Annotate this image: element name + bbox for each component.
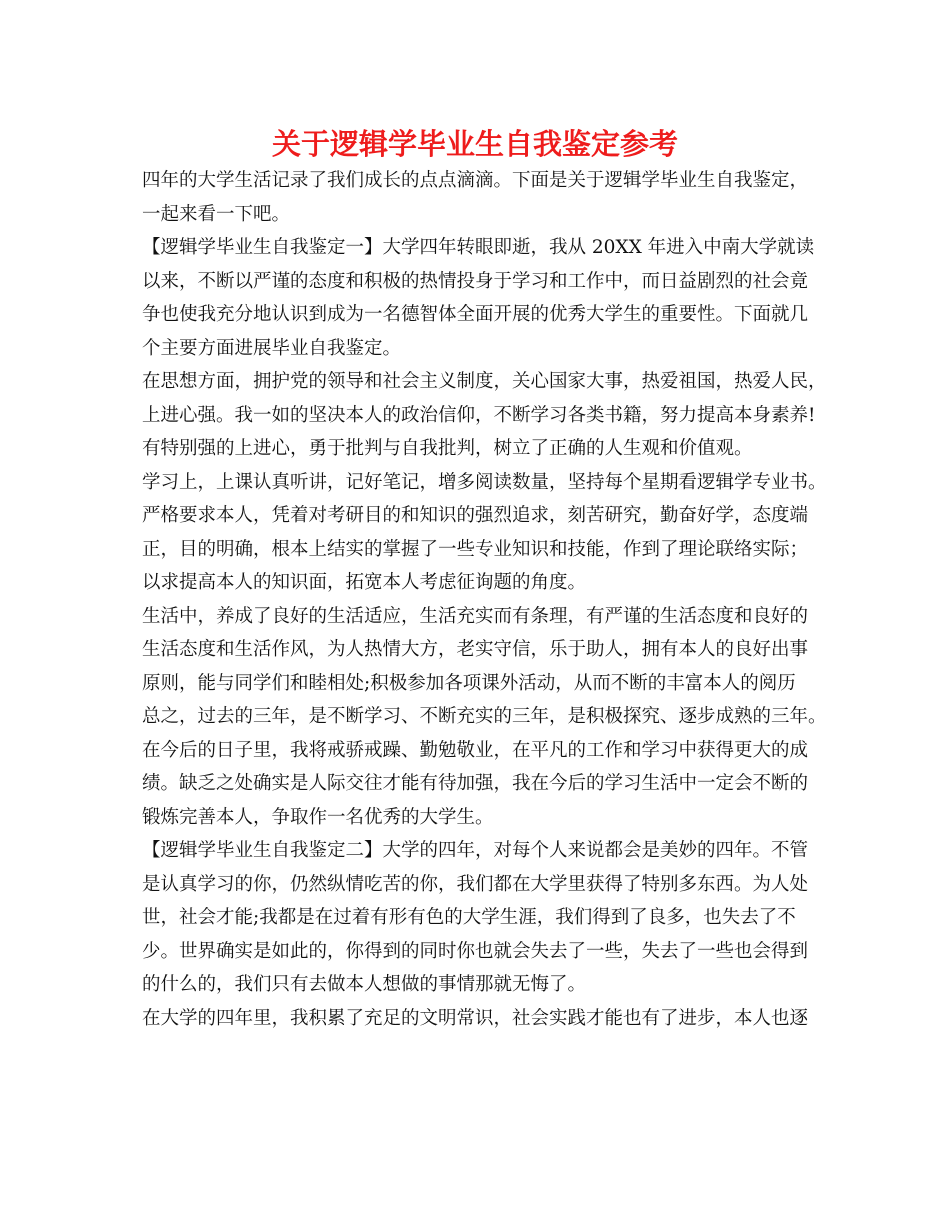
text-line: 以求提高本人的知识面，拓宽本人考虑征询题的角度。 — [142, 572, 587, 593]
text-line: 学习上，上课认真听讲，记好笔记，增多阅读数量，坚持每个星期看逻辑学专业书。 — [142, 471, 827, 493]
text-line: 生活态度和生活作风，为人热情大方，老实守信，乐于助人，拥有本人的良好出事 — [142, 639, 809, 660]
text-line: 绩。缺乏之处确实是人际交往才能有待加强，我在今后的学习生活中一定会不断的 — [142, 773, 809, 794]
text-line: 正，目的明确，根本上结实的掌握了一些专业知识和技能，作到了理论联络实际； — [142, 538, 809, 560]
document-title: 关于逻辑学毕业生自我鉴定参考 — [271, 127, 678, 161]
text-line: 四年的大学生活记录了我们成长的点点滴滴。下面是关于逻辑学毕业生自我鉴定， — [142, 170, 809, 191]
text-line: 生活中，养成了良好的生活适应，生活充实而有条理，有严谨的生活态度和良好的 — [142, 605, 809, 627]
document-body — [142, 164, 827, 1035]
text-line: 的什么的，我们只有去做本人想做的事情那就无悔了。 — [142, 974, 587, 995]
text-line: 个主要方面进展毕业自我鉴定。 — [142, 337, 402, 359]
text-line: 在大学的四年里，我积累了充足的文明常识，社会实践才能也有了进步，本人也逐 — [142, 1007, 809, 1029]
text-line: 少。世界确实是如此的，你得到的同时你也就会失去了一些，失去了一些也会得到 — [142, 940, 809, 962]
text-line: 有特别强的上进心，勇于批判与自我批判，树立了正确的人生观和价值观。 — [142, 438, 753, 459]
text-line: 锻炼完善本人，争取作一名优秀的大学生。 — [142, 806, 494, 828]
text-line: 【逻辑学毕业生自我鉴定一】大学四年转眼即逝，我从 20XX 年进入中南大学就读 — [142, 237, 815, 258]
text-line: 原则，能与同学们和睦相处;积极参加各项课外活动，从而不断的丰富本人的阅历 — [142, 672, 796, 694]
text-line: 在今后的日子里，我将戒骄戒躁、勤勉敬业，在平凡的工作和学习中获得更大的成 — [142, 739, 809, 761]
text-line: 在思想方面，拥护党的领导和社会主义制度，关心国家大事，热爱祖国，热爱人民， — [142, 371, 827, 392]
text-line: 严格要求本人，凭着对考研目的和知识的强烈追求，刻苦研究，勤奋好学，态度端 — [142, 505, 809, 526]
text-line: 世，社会才能;我都是在过着有形有色的大学生涯，我们得到了良多，也失去了不 — [142, 907, 796, 928]
text-line: 是认真学习的你，仍然纵情吃苦的你，我们都在大学里获得了特别多东西。为人处 — [142, 873, 809, 895]
text-line: 【逻辑学毕业生自我鉴定二】大学的四年，对每个人来说都会是美妙的四年。不管 — [142, 840, 809, 861]
text-line: 以来，不断以严谨的态度和积极的热情投身于学习和工作中，而日益剧烈的社会竟 — [142, 270, 809, 292]
text-line: 争也使我充分地认识到成为一名德智体全面开展的优秀大学生的重要性。下面就几 — [142, 304, 809, 325]
text-line: 总之，过去的三年，是不断学习、不断充实的三年，是积极探究、逐步成熟的三年。 — [142, 706, 827, 727]
text-line: 一起来看一下吧。 — [142, 203, 291, 225]
text-line: 上进心强。我一如的坚决本人的政治信仰，不断学习各类书籍，努力提高本身素养! — [142, 404, 816, 426]
